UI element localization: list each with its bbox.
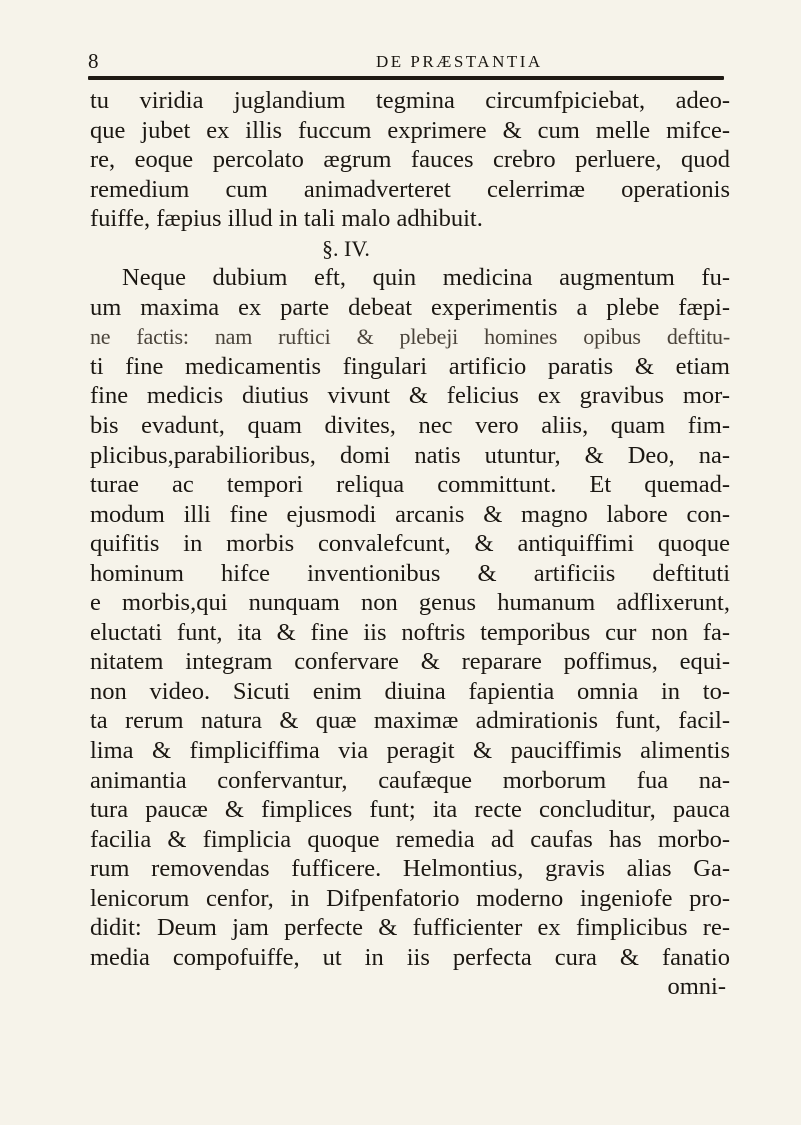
text-line: plicibus,parabilioribus, domi natis utuntur, & Deo, na-	[90, 441, 730, 469]
section-heading: §. IV.	[322, 235, 370, 261]
body-text	[90, 86, 730, 1002]
text-line: re, eoque percolato ægrum fauces crebro perluere, quod	[90, 146, 730, 174]
text-line: bis evadunt, quam divites, nec vero aliis, quam fim-	[90, 412, 730, 440]
text-line: turae ac tempori reliqua committunt. Et quemad-	[90, 471, 730, 499]
text-line: non video. Sicuti enim diuina fapientia omnia in to-	[90, 677, 730, 705]
text-line: quifitis in morbis convalefcunt, & antiquiffimi quoque	[90, 530, 730, 558]
text-line: nitatem integram confervare & reparare poffimus, equi-	[90, 648, 730, 676]
text-line: e morbis,qui nunquam non genus humanum adflixerunt,	[90, 589, 730, 617]
text-line: animantia confervantur, caufæque morborum fua na-	[90, 766, 730, 794]
text-line: lima & fimpliciffima via peragit & pauciffimis alimentis	[90, 737, 730, 765]
catchword: omni-	[667, 973, 726, 1001]
text-line: tura paucæ & fimplices funt; ita recte concluditur, pauca	[90, 796, 730, 824]
text-line: modum illi fine ejusmodi arcanis & magno labore con-	[90, 500, 730, 528]
text-line: media compofuiffe, ut in iis perfecta cura & fanatio	[90, 943, 730, 971]
text-line-faded: ne factis: nam ruftici & plebeji homines opibus deftitu-	[90, 324, 730, 350]
text-line: eluctati funt, ita & fine iis noftris temporibus cur non fa-	[90, 618, 730, 646]
running-head	[88, 50, 728, 76]
text-line: ti fine medicamentis fingulari artificio paratis & etiam	[90, 352, 730, 380]
header-rule	[88, 76, 724, 80]
text-line: facilia & fimplicia quoque remedia ad caufas has morbo-	[90, 825, 730, 853]
text-line: lenicorum cenfor, in Difpenfatorio moderno ingeniofe pro-	[90, 884, 730, 912]
text-line: ta rerum natura & quæ maximæ admirationis funt, facil-	[90, 707, 730, 735]
text-line: rum removendas fufficere. Helmontius, gravis alias Ga-	[90, 855, 730, 883]
text-line: um maxima ex parte debeat experimentis a plebe fæpi-	[90, 293, 730, 321]
text-line: hominum hifce inventionibus & artificiis deftituti	[90, 559, 730, 587]
text-line: que jubet ex illis fuccum exprimere & cum melle mifce-	[90, 116, 730, 144]
text-line: remedium cum animadverteret celerrimæ operationis	[90, 175, 730, 203]
text-line: fine medicis diutius vivunt & felicius ex gravibus mor-	[90, 382, 730, 410]
text-line: didit: Deum jam perfecte & fufficienter ex fimplicibus re-	[90, 914, 730, 942]
text-line: fuiffe, fæpius illud in tali malo adhibuit.	[90, 205, 483, 233]
page-number: 8	[88, 49, 99, 73]
text-line: tu viridia juglandium tegmina circumfpiciebat, adeo-	[90, 87, 730, 114]
running-title: DE PRÆSTANTIA	[376, 52, 543, 71]
text-line: Neque dubium eft, quin medicina augmentum fu-	[122, 264, 730, 292]
